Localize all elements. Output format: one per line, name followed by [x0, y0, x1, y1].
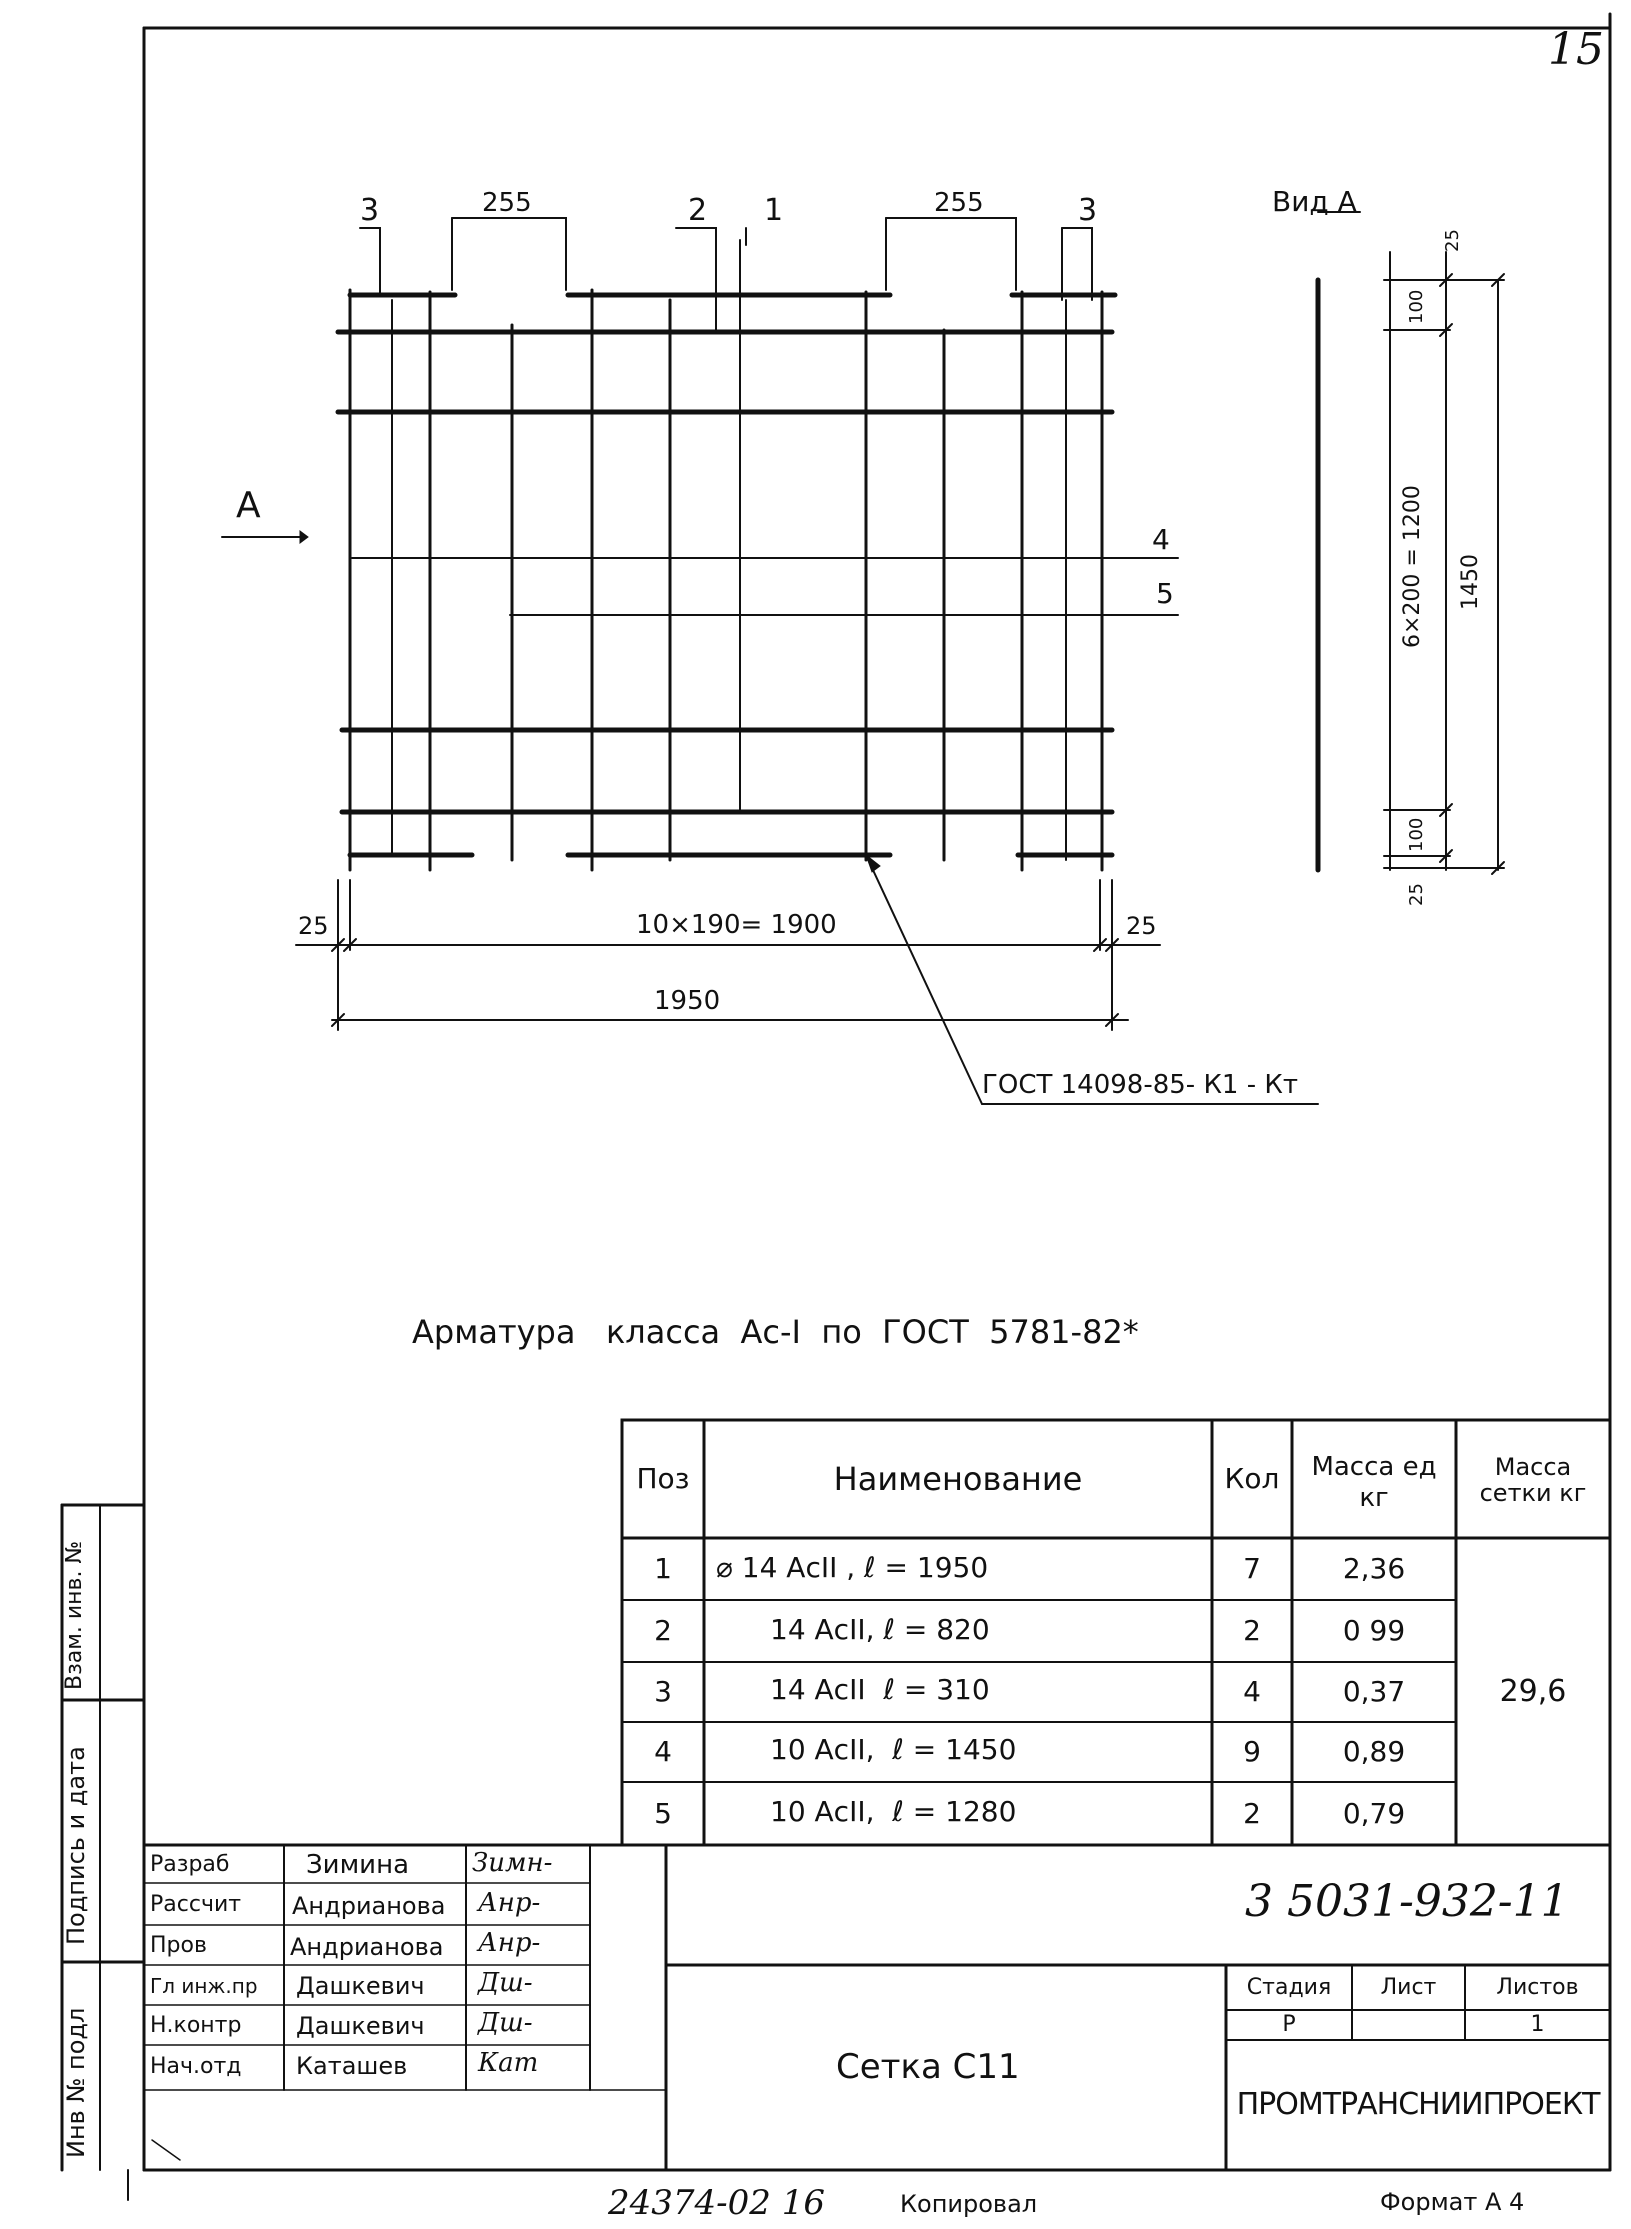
row-qty: 2: [1243, 1614, 1261, 1647]
row-unit-mass: 0,89: [1342, 1735, 1406, 1768]
side-dim-25-bottom: 25: [1406, 883, 1427, 906]
stage-label: Стадия: [1246, 1975, 1332, 2000]
role-label: Разраб: [150, 1852, 230, 1877]
role-label: Н.контр: [150, 2013, 242, 2038]
gost-weld-note: ГОСТ 14098-85- К1 - Кт: [982, 1070, 1298, 1100]
row-unit-mass: 0 99: [1342, 1614, 1406, 1647]
row-pos: 3: [654, 1675, 672, 1708]
position-label-5: 5: [1156, 577, 1174, 610]
row-name: 14 АсII, ℓ = 820: [770, 1613, 990, 1646]
row-unit-mass: 2,36: [1342, 1552, 1406, 1585]
table-header-mesh-mass: Масса сетки кг: [1479, 1452, 1587, 1507]
sheet-value: [1352, 2010, 1465, 2040]
table-header-name: Наименование: [833, 1460, 1083, 1498]
row-pos: 5: [654, 1796, 672, 1830]
table-header-unit-mass: Масса ед кг: [1311, 1451, 1437, 1513]
signature: Зимн-: [472, 1848, 553, 1878]
side-stamp-vzam-inv: Взам. инв. №: [62, 1540, 87, 1690]
sheets-label: Листов: [1496, 1975, 1579, 2000]
person-name: Дашкевич: [296, 1972, 425, 2000]
dimension-total: 1950: [654, 986, 721, 1016]
side-dim-100-top: 100: [1406, 289, 1427, 324]
person-name: Дашкевич: [296, 2012, 425, 2040]
table-header-pos: Поз: [636, 1462, 690, 1495]
reinforcement-note: Арматура класса Ас-I по ГОСТ 5781-82*: [412, 1313, 1139, 1351]
side-dim-25-top: 25: [1442, 229, 1463, 252]
dimension-255-right: 255: [934, 188, 984, 218]
signature: Дш-: [478, 2008, 533, 2038]
signature: Анр-: [478, 1888, 541, 1918]
position-label-4: 4: [1152, 523, 1170, 556]
side-stamp-podpis-data: Подпись и дата: [62, 1746, 90, 1945]
product-title: Сетка С11: [836, 2047, 1020, 2087]
view-a-title: Вид А: [1272, 185, 1357, 218]
position-label-2: 2: [688, 193, 708, 228]
row-name: ⌀ 14 АсII , ℓ = 1950: [716, 1551, 989, 1584]
footer-archive-number: 24374-02 16: [608, 2183, 825, 2223]
view-arrow-label: А: [236, 485, 261, 526]
row-pos: 1: [654, 1552, 672, 1585]
signature: Кат: [478, 2048, 539, 2078]
position-label-3-right: 3: [1078, 193, 1098, 228]
dimension-25-left: 25: [298, 912, 329, 940]
side-dim-spacing: 6×200 = 1200: [1400, 485, 1425, 648]
side-dim-1450: 1450: [1458, 554, 1483, 610]
footer-copied-by: Копировал: [900, 2190, 1038, 2218]
role-label: Гл инж.пр: [150, 1974, 258, 1998]
organization-name: ПРОМТРАНСНИИПРОЕКТ: [1236, 2087, 1600, 2122]
row-pos: 2: [654, 1614, 672, 1647]
sheet-label: Лист: [1380, 1975, 1437, 2000]
role-label: Пров: [150, 1933, 207, 1958]
mesh-mass-value: 29,6: [1499, 1673, 1567, 1709]
side-stamp-inv-podl: Инв № подл: [62, 2007, 90, 2158]
row-qty: 2: [1243, 1796, 1261, 1830]
dimension-255-left: 255: [482, 188, 532, 218]
table-header-qty: Кол: [1224, 1462, 1280, 1495]
side-dim-100-bottom: 100: [1406, 817, 1427, 852]
person-name: Андрианова: [292, 1892, 446, 1920]
footer-format: Формат А 4: [1380, 2188, 1525, 2216]
person-name: Каташев: [296, 2052, 408, 2080]
signature: Анр-: [478, 1928, 541, 1958]
signature: Дш-: [478, 1968, 533, 1998]
role-label: Нач.отд: [150, 2054, 242, 2079]
document-code: 3 5031-932-11: [1245, 1876, 1569, 1927]
page-number: 15: [1548, 24, 1604, 75]
stage-value: Р: [1282, 2012, 1296, 2037]
row-name: 14 АсII ℓ = 310: [770, 1673, 990, 1706]
row-qty: 7: [1243, 1552, 1261, 1585]
person-name: Зимина: [306, 1850, 410, 1880]
position-label-1: 1: [764, 193, 784, 228]
row-qty: 9: [1243, 1735, 1261, 1768]
dimension-25-right: 25: [1126, 912, 1157, 940]
row-name: 10 АсII, ℓ = 1280: [770, 1795, 1017, 1828]
role-label: Рассчит: [150, 1892, 242, 1917]
person-name: Андрианова: [290, 1933, 444, 1961]
dimension-spacing: 10×190= 1900: [636, 910, 837, 940]
sheets-value: 1: [1530, 2012, 1545, 2037]
row-qty: 4: [1243, 1675, 1261, 1708]
row-unit-mass: 0,79: [1342, 1796, 1406, 1830]
position-label-3-left: 3: [360, 193, 380, 228]
row-pos: 4: [654, 1735, 672, 1768]
row-name: 10 АсII, ℓ = 1450: [770, 1733, 1017, 1766]
row-unit-mass: 0,37: [1342, 1675, 1406, 1708]
